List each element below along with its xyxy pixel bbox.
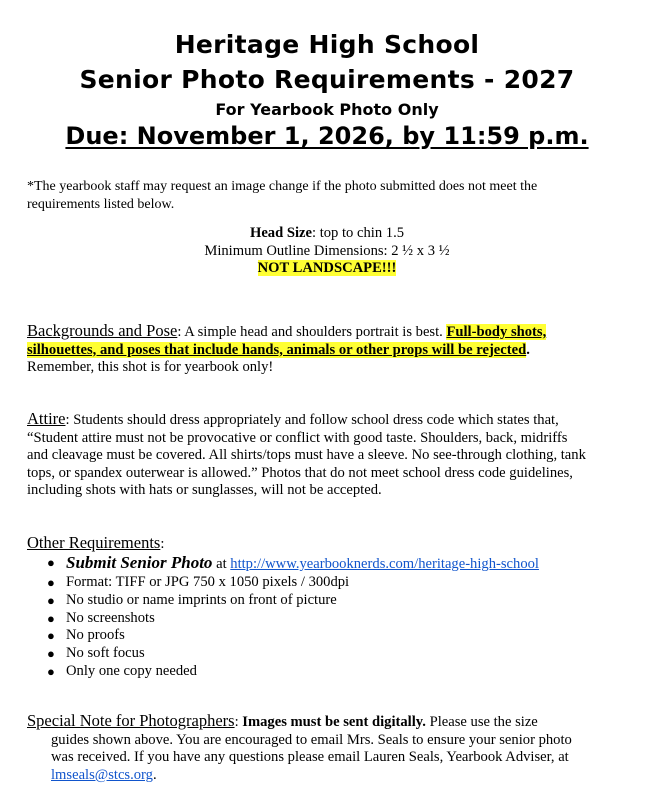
- bullet-icon: ●: [47, 610, 55, 626]
- special-note-text: guides shown above. You are encouraged to email Mrs. Seals to ensure your senior photo: [51, 731, 572, 748]
- school-name: Heritage High School: [174, 30, 480, 59]
- document-title: Senior Photo Requirements - 2027: [79, 65, 575, 94]
- bullet-icon: ●: [47, 663, 55, 679]
- other-requirements-heading-line: [27, 534, 164, 554]
- attire-text: including shots with hats or sunglasses, will not be accepted.: [27, 482, 382, 498]
- list-item: [47, 663, 539, 681]
- special-note-text: Please use the size: [425, 714, 538, 730]
- intro-line: *The yearbook staff may request an image change if the photo submitted does not meet the: [27, 179, 538, 194]
- attire-text: and cleavage must be covered. All shirts/tops must have a sleeve. No see-through clothing, tank: [27, 447, 586, 463]
- intro-line: requirements listed below.: [27, 196, 175, 212]
- backgrounds-text: : A simple head and shoulders portrait is best.: [177, 324, 447, 340]
- head-size-value: : top to chin 1.5: [312, 225, 405, 241]
- list-item-text: No screenshots: [66, 609, 155, 626]
- list-item-text: Format: TIFF or JPG 750 x 1050 pixels / 300dpi: [66, 574, 350, 590]
- rejected-poses-warning: silhouettes, and poses that include hands, animals or other props will be rejected: [27, 341, 527, 358]
- list-item: [47, 610, 539, 628]
- document-subtitle: For Yearbook Photo Only: [215, 100, 439, 119]
- attire-text: tops, or spandex outerwear is allowed.” Photos that do not meet school dress code guidelines,: [27, 464, 573, 481]
- attire-section: [27, 410, 586, 500]
- head-size-label: Head Size: [249, 225, 312, 241]
- head-size: [0, 225, 654, 243]
- attire-text: : Students should dress appropriately and follow school dress code which states that,: [65, 412, 559, 428]
- backgrounds-heading: Backgrounds and Pose: [27, 321, 178, 340]
- list-item-text: No soft focus: [66, 645, 145, 662]
- period: .: [526, 341, 530, 358]
- email-link[interactable]: lmseals@stcs.org: [51, 766, 153, 783]
- list-item: [47, 574, 539, 592]
- colon: :: [234, 714, 243, 730]
- list-item: [47, 592, 539, 610]
- due-date: Due: November 1, 2026, by 11:59 p.m.: [65, 122, 589, 150]
- attire-heading: Attire: [27, 409, 66, 428]
- submit-at: at: [212, 556, 231, 572]
- backgrounds-section: [27, 322, 546, 377]
- special-note-text: was received. If you have any questions please email Lauren Seals, Yearbook Adviser, at: [51, 749, 569, 765]
- requirements-list: [47, 553, 539, 681]
- special-note-section: [27, 712, 572, 784]
- not-landscape-warning: NOT LANDSCAPE!!!: [257, 260, 397, 276]
- special-note-heading: Special Note for Photographers: [27, 711, 235, 730]
- attire-text: “Student attire must not be provocative or conflict with good taste. Shoulders, back, midriffs: [27, 429, 568, 446]
- photo-specs: [0, 225, 654, 278]
- bullet-icon: ●: [47, 555, 55, 570]
- list-item: [47, 627, 539, 645]
- bullet-icon: ●: [47, 646, 55, 662]
- colon: :: [160, 536, 165, 552]
- backgrounds-reminder: Remember, this shot is for yearbook only!: [27, 359, 274, 375]
- intro-note: [27, 178, 537, 213]
- bullet-icon: ●: [47, 575, 55, 590]
- list-item-text: No studio or name imprints on front of picture: [66, 591, 337, 608]
- list-item: [47, 553, 539, 574]
- bullet-icon: ●: [47, 628, 55, 644]
- yearbooknerds-link[interactable]: http://www.yearbooknerds.com/heritage-high-school: [230, 556, 539, 572]
- period: .: [152, 766, 157, 783]
- list-item: [47, 645, 539, 663]
- bullet-icon: ●: [47, 592, 55, 608]
- list-item-text: No proofs: [66, 627, 125, 644]
- submit-photo-label: Submit Senior Photo: [66, 553, 213, 572]
- rejected-poses-warning: Full-body shots,: [446, 324, 547, 340]
- list-item-text: Only one copy needed: [66, 662, 197, 679]
- digital-requirement: Images must be sent digitally.: [242, 714, 426, 730]
- other-requirements-heading: Other Requirements: [27, 533, 161, 552]
- min-outline-dimensions: Minimum Outline Dimensions: 2 ½ x 3 ½: [204, 242, 450, 259]
